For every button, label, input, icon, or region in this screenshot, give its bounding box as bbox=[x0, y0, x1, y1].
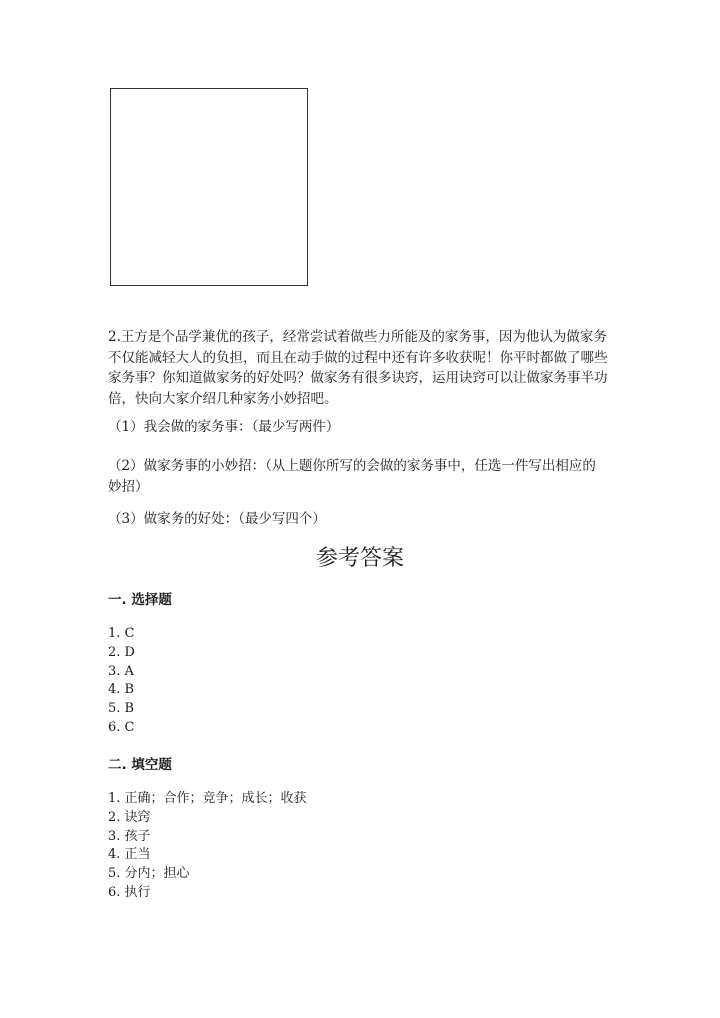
drawing-box bbox=[110, 88, 308, 286]
answer-title: 参考答案 bbox=[315, 546, 404, 571]
section-heading-choice: 一. 选择题 bbox=[108, 592, 172, 608]
sub-question-2: （2）做家务事的小妙招：（从上题你所写的会做的家务事中，任选一件写出相应的妙招） bbox=[108, 458, 596, 495]
list-item: 2. D bbox=[108, 644, 135, 660]
list-item: 2. 诀窍 bbox=[108, 809, 151, 825]
list-item: 5. B bbox=[108, 701, 135, 717]
fill-answer-list bbox=[108, 790, 307, 903]
choice-answer-list bbox=[108, 625, 135, 738]
list-item: 5. 分内；担心 bbox=[108, 866, 190, 882]
list-item: 1. 正确；合作；竞争；成长；收获 bbox=[108, 791, 307, 806]
question-2-text: 2.王方是个品学兼优的孩子，经常尝试着做些力所能及的家务事，因为他认为做家务不仅能减轻大人的负担，而且在动手做的过程中还有许多收获呢！你平时都做了哪些家务事？你知道做家务的好处吗？做家务有很多诀窍，运用诀窍可以让做家务事半功倍，快向大家介绍几种家务小妙招吧。 bbox=[108, 329, 608, 407]
section-heading-fill: 二. 填空题 bbox=[108, 757, 172, 773]
list-item: 3. A bbox=[108, 663, 134, 679]
list-item: 6. 执行 bbox=[108, 884, 151, 900]
list-item: 3. 孩子 bbox=[108, 828, 151, 844]
list-item: 4. B bbox=[108, 682, 135, 698]
list-item: 4. 正当 bbox=[108, 847, 151, 863]
sub-question-1: （1）我会做的家务事：（最少写两件） bbox=[108, 419, 340, 435]
list-item: 1. C bbox=[108, 626, 135, 641]
sub-question-3: （3）做家务的好处：（最少写四个） bbox=[108, 511, 326, 527]
list-item: 6. C bbox=[108, 719, 135, 735]
